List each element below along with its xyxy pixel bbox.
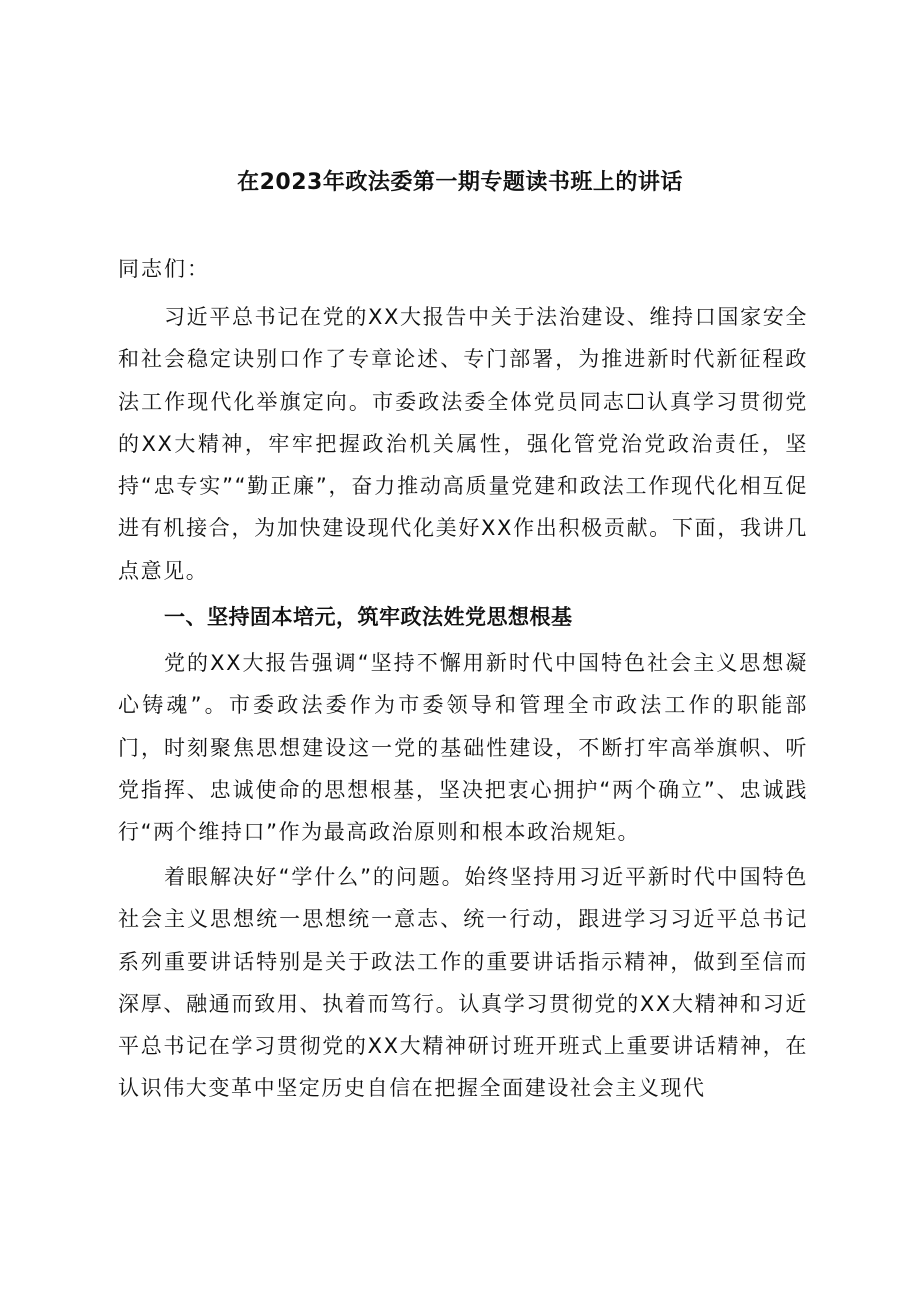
section-heading: 一、坚持固本培元，筑牢政法姓党思想根基 xyxy=(164,605,573,629)
paragraph-section-2: 着眼解决好“学什么”的问题。始终坚持用习近平新时代中国特色社会主义思想统一思想统一意志、统一行动，跟进学习习近平总书记系列重要讲话特别是关于政法工作的重要讲话指示精神，做到至信而深厚、融通而致用、执着而笃行。认真学习贯彻党的XX大精神和习近平总书记在学习贯彻党的XX大精神研讨班开班式上重要讲话精神，在认识伟大变革中坚定历史自信在把握全面建设社会主义现代 xyxy=(118,865,808,1101)
paragraph-intro: 习近平总书记在党的XX大报告中关于法治建设、维持口国家安全和社会稳定诀别口作了专章论述、专门部署，为推进新时代新征程政法工作现代化举旗定向。市委政法委全体党员同志☐认真学习贯彻党的XX大精神，牢牢把握政治机关属性，强化管党治党政治责任，坚持“忠专实”“勤正廉”，奋力推动高质量党建和政法工作现代化相互促进有机接合，为加快建设现代化美好XX作出积极贡献。下面，我讲几点意见。 xyxy=(118,305,808,583)
document-title: 在2023年政法委第一期专题读书班上的讲话 xyxy=(237,170,683,195)
paragraph-section-1: 党的XX大报告强调“坚持不懈用新时代中国特色社会主义思想凝心铸魂”。市委政法委作为市委领导和管理全市政法工作的职能部门，时刻聚焦思想建设这一党的基础性建设，不断打牢高举旗帜、听党指挥、忠诚使命的思想根基，坚决把衷心拥护“两个确立”、忠诚践行“两个维持口”作为最高政治原则和根本政治规矩。 xyxy=(118,651,808,845)
salutation: 同志们： xyxy=(118,257,210,281)
